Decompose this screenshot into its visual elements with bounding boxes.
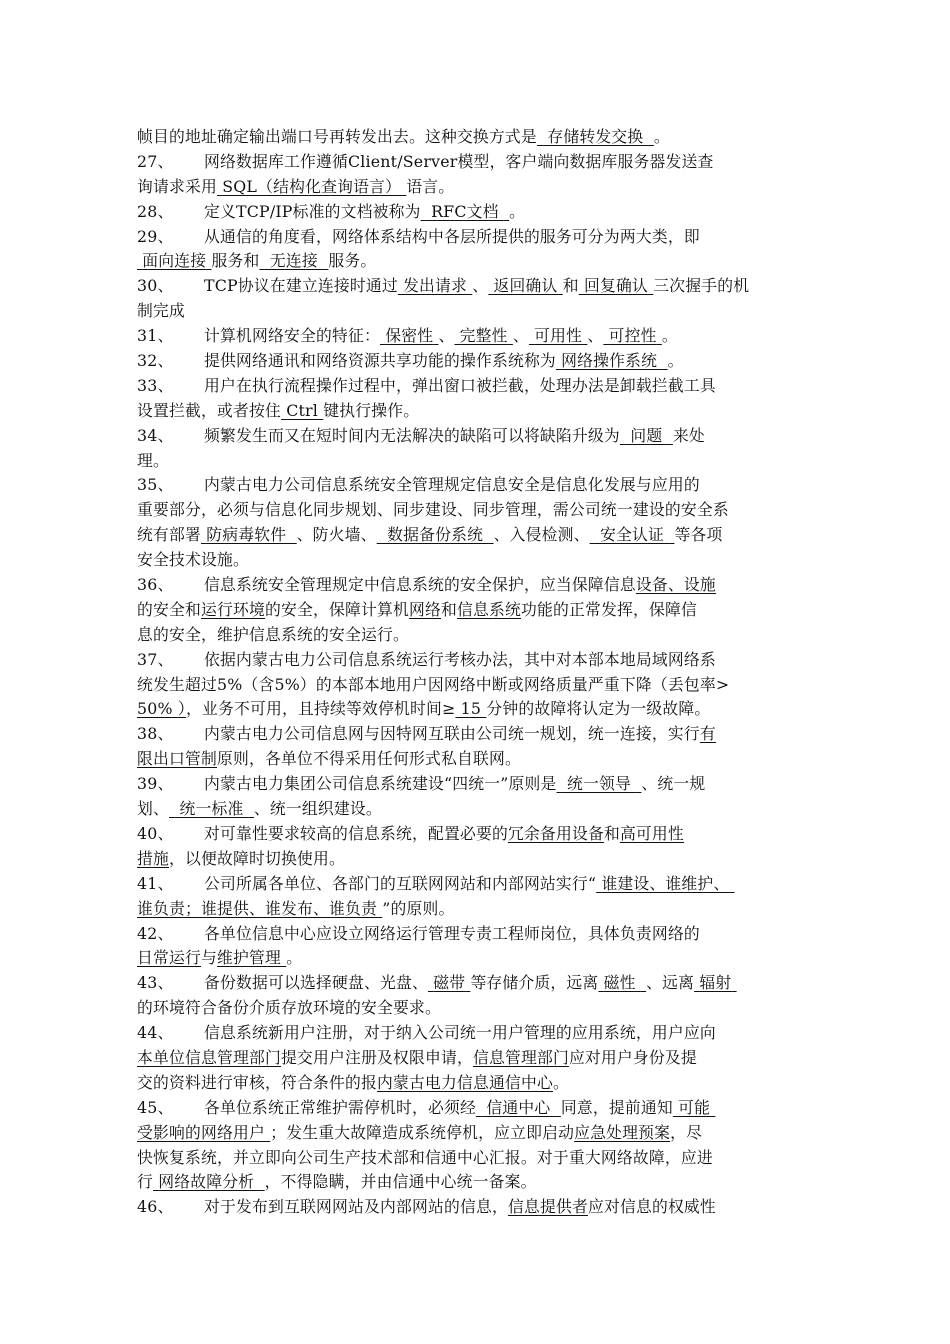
text-run: 息的安全，维护信息系统的安全运行。	[137, 624, 409, 644]
text-line	[137, 1170, 817, 1195]
item-number: 38、	[137, 724, 174, 744]
text-run: 依据内蒙古电力公司信息系统运行考核办法，其中对本部本地局域网络系	[204, 649, 716, 669]
text-run: 、统一组织建设。	[253, 799, 382, 819]
fill-in-answer: 面向连接	[142, 251, 207, 271]
fill-in-answer: 谁负责；谁提供、谁发布、谁负责	[137, 898, 383, 918]
text-run: 、	[512, 326, 529, 346]
item-number: 43、	[137, 973, 174, 993]
text-run: 和	[440, 599, 457, 619]
text-run: 公司所属各单位、各部门的互联网网站和内部网站实行“	[204, 873, 597, 893]
fill-in-answer: 15	[455, 699, 487, 719]
fill-in-answer: 回复确认	[584, 276, 648, 296]
text-run: 、入侵检测、	[493, 525, 590, 545]
text-run: 三次握手的机	[653, 276, 750, 296]
fill-in-answer: 设备、设施	[635, 575, 716, 595]
text-line	[137, 498, 817, 523]
text-run: 重要部分，必须与信息化同步规划、同步建设、同步管理，需公司统一建设的安全系	[137, 500, 729, 520]
text-run: 的安全，保障计算机	[265, 599, 409, 619]
text-line	[137, 1071, 817, 1096]
item-number: 34、	[137, 425, 174, 445]
text-run: ，以便故障时切换使用。	[169, 848, 345, 868]
text-run: ；发生重大故障造成系统停机，应立即启动	[270, 1122, 575, 1142]
item-number: 39、	[137, 774, 174, 794]
text-run: 安全技术设施。	[137, 550, 249, 570]
text-run: 功能的正常发挥，保障信	[520, 599, 697, 619]
text-run: 的环境符合备份介质存放环境的安全要求。	[137, 998, 441, 1018]
text-run: 。	[653, 127, 670, 146]
fill-in-answer: 信息提供者	[507, 1197, 588, 1217]
text-run: 原则，各单位不得采用任何形式私自联网。	[217, 749, 521, 769]
fill-in-answer: 网络操作系统	[561, 351, 663, 371]
text-line	[137, 996, 817, 1021]
text-run: TCP协议在建立连接时通过	[204, 276, 398, 296]
text-line	[137, 125, 817, 150]
fill-in-answer: 辐射	[699, 973, 732, 993]
text-line	[137, 971, 817, 996]
text-run: 询请求采用	[137, 176, 217, 196]
text-run: 用户在执行流程操作过程中，弹出窗口被拦截，处理办法是卸载拦截工具	[204, 375, 716, 395]
text-run: 分钟的故障将认定为一级故障。	[486, 699, 711, 719]
text-line	[137, 200, 817, 225]
item-number: 45、	[137, 1097, 174, 1117]
text-line	[137, 897, 817, 922]
text-line	[137, 424, 817, 449]
item-number: 28、	[137, 201, 174, 221]
text-line	[137, 349, 817, 374]
text-line	[137, 1021, 817, 1046]
text-line	[137, 324, 817, 349]
text-run: 键执行操作。	[323, 400, 420, 420]
fill-in-answer: 安全认证	[594, 525, 670, 545]
fill-in-answer: 返回确认	[493, 276, 558, 296]
text-run: ，尽	[670, 1122, 703, 1142]
fill-in-answer: 可控性	[608, 326, 657, 346]
text-run: 备份数据可以选择硬盘、光盘、	[204, 973, 428, 993]
text-line	[137, 573, 817, 598]
text-run: 统发生超过5%（含5%）的本部本地用户因网络中断或网络质量严重下降（丢包率>	[137, 674, 730, 694]
text-run: 。	[667, 351, 684, 371]
text-line	[137, 274, 817, 299]
fill-in-answer: 运行环境	[201, 599, 265, 619]
fill-in-answer: 谁建设、谁维护、	[601, 873, 730, 893]
text-run: 信息系统新用户注册，对于纳入公司统一用户管理的应用系统，用户应向	[204, 1023, 716, 1043]
fill-in-answer: 完整性	[459, 326, 508, 346]
text-run: 。	[286, 948, 303, 968]
text-run: 计算机网络安全的特征：	[204, 326, 380, 346]
text-line	[137, 299, 817, 324]
text-line	[137, 797, 817, 822]
text-line	[137, 225, 817, 250]
fill-in-answer: 信息系统	[456, 599, 521, 619]
fill-in-answer: 统一领导	[561, 774, 637, 794]
fill-in-answer: 保密性	[385, 326, 434, 346]
item-number: 46、	[137, 1197, 174, 1217]
fill-in-answer: 磁性	[603, 973, 641, 993]
text-run: 和	[603, 823, 620, 843]
text-line	[137, 623, 817, 648]
fill-in-answer: 存储转发交换	[542, 127, 649, 146]
fill-in-answer: Ctrl	[286, 400, 319, 420]
fill-in-answer: 受影响的网络用户	[137, 1122, 271, 1142]
text-run: 和	[562, 276, 579, 296]
text-run: 各单位系统正常维护需停机时，必须经	[204, 1097, 476, 1117]
fill-in-answer: 信通中心	[481, 1097, 556, 1117]
text-run: ，不得隐瞒，并由信通中心统一备案。	[264, 1172, 537, 1192]
fill-in-answer: 措施	[137, 848, 169, 868]
text-run: 各单位信息中心应设立网络运行管理专责工程师岗位，具体负责网络的	[204, 923, 700, 943]
text-line	[137, 872, 817, 897]
fill-in-answer: 防病毒软件	[206, 525, 292, 545]
text-run: 提供网络通讯和网络资源共享功能的操作系统称为	[204, 351, 556, 371]
text-line	[137, 449, 817, 474]
text-line	[137, 1046, 817, 1071]
document-body	[137, 125, 817, 1220]
text-run: 频繁发生而又在短时间内无法解决的缺陷可以将缺陷升级为	[204, 425, 620, 445]
text-run: 应对信息的权威性	[587, 1197, 716, 1217]
text-line	[137, 946, 817, 971]
text-line	[137, 150, 817, 175]
item-number: 33、	[137, 375, 174, 395]
text-line	[137, 1146, 817, 1171]
text-run: 快恢复系统，并立即向公司生产技术部和信通中心汇报。对于重大网络故障，应进	[137, 1147, 713, 1167]
text-run: 对于发布到互联网网站及内部网站的信息，	[204, 1197, 508, 1217]
text-run: 与	[201, 948, 217, 968]
fill-in-answer: 网络	[408, 599, 441, 619]
text-run: 统有部署	[137, 525, 201, 545]
item-number: 30、	[137, 276, 174, 296]
fill-in-answer: 本单位信息管理部门	[137, 1047, 281, 1067]
text-line	[137, 598, 817, 623]
fill-in-answer: 数据备份系统	[381, 525, 489, 545]
text-line	[137, 1096, 817, 1121]
text-run: 制完成	[137, 301, 185, 321]
text-run: 等各项	[674, 525, 723, 545]
text-line	[137, 922, 817, 947]
fill-in-answer: 可能	[678, 1097, 711, 1117]
item-number: 27、	[137, 151, 174, 171]
text-line	[137, 1121, 817, 1146]
text-run: 信息系统安全管理规定中信息系统的安全保护，应当保障信息	[204, 575, 636, 595]
text-run: 服务。	[328, 251, 377, 271]
item-number: 44、	[137, 1023, 174, 1043]
item-number: 36、	[137, 575, 174, 595]
text-run: 、	[438, 326, 455, 346]
text-run: 等存储介质，远离	[470, 973, 599, 993]
text-line	[137, 249, 817, 274]
fill-in-answer: 应急处理预案	[574, 1122, 671, 1142]
fill-in-answer: 统一标准	[174, 799, 249, 819]
text-line	[137, 673, 817, 698]
text-run: 网络数据库工作遵循Client/Server模型，客户端向数据库服务器发送查	[204, 151, 714, 171]
text-line	[137, 822, 817, 847]
text-line	[137, 722, 817, 747]
text-run: 、远离	[646, 973, 695, 993]
text-run: 设置拦截，或者按住	[137, 400, 281, 420]
text-line	[137, 697, 817, 722]
item-number: 35、	[137, 475, 174, 495]
text-line	[137, 399, 817, 424]
text-line	[137, 175, 817, 200]
text-run: 。	[509, 201, 526, 221]
item-number: 40、	[137, 823, 174, 843]
text-line	[137, 648, 817, 673]
text-run: 定义TCP/IP标准的文档被称为	[204, 201, 421, 221]
item-number: 41、	[137, 873, 174, 893]
fill-in-answer: 内蒙古电力信息通信中心	[376, 1072, 553, 1092]
item-number: 29、	[137, 226, 174, 246]
fill-in-answer: 信息管理部门	[472, 1047, 569, 1067]
text-run: 帧目的地址确定输出端口号再转发出去。这种交换方式是	[137, 127, 537, 146]
fill-in-answer: RFC文档	[425, 201, 504, 221]
text-line	[137, 772, 817, 797]
text-run: 对可靠性要求较高的信息系统，配置必要的	[204, 823, 508, 843]
fill-in-answer: 发出请求	[403, 276, 468, 296]
text-run: 。	[661, 326, 678, 346]
text-run: 内蒙古电力公司信息网与因特网互联由公司统一规划，统一连接，实行	[204, 724, 700, 744]
fill-in-answer: 日常运行	[137, 948, 201, 968]
fill-in-answer: 有	[699, 724, 716, 744]
text-run: 。	[552, 1072, 569, 1092]
text-run: 理。	[137, 450, 169, 470]
text-line	[137, 548, 817, 573]
item-number: 32、	[137, 351, 174, 371]
item-number: 31、	[137, 326, 174, 346]
text-run: 服务和	[211, 251, 260, 271]
text-run: 来处	[672, 425, 705, 445]
fill-in-answer: 50% ）	[137, 699, 187, 719]
text-run: 同意，提前通知	[560, 1097, 673, 1117]
text-run: 从通信的角度看，网络体系结构中各层所提供的服务可分为两大类，即	[204, 226, 700, 246]
text-line	[137, 747, 817, 772]
fill-in-answer: 问题	[625, 425, 668, 445]
fill-in-answer: 维护管理	[217, 948, 287, 968]
text-run: 行	[137, 1172, 153, 1192]
text-line	[137, 847, 817, 872]
text-line	[137, 523, 817, 548]
fill-in-answer: 冗余备用设备	[507, 823, 604, 843]
text-run: 、统一规	[641, 774, 706, 794]
fill-in-answer: 磁带	[433, 973, 466, 993]
text-line	[137, 1195, 817, 1220]
text-run: 内蒙古电力公司信息系统安全管理规定信息安全是信息化发展与应用的	[204, 475, 700, 495]
text-run: 、防火墙、	[296, 525, 377, 545]
text-run: 提交用户注册及权限申请，	[280, 1047, 473, 1067]
text-run: 的安全和	[137, 599, 201, 619]
fill-in-answer: 可用性	[534, 326, 583, 346]
text-run: 语言。	[406, 176, 455, 196]
text-line	[137, 473, 817, 498]
text-run: 应对用户身份及提	[568, 1047, 697, 1067]
fill-in-answer: 网络故障分析	[158, 1172, 260, 1192]
text-run: 交的资料进行审核，符合条件的报	[137, 1072, 377, 1092]
fill-in-answer: SQL（结构化查询语言）	[222, 176, 402, 196]
text-line	[137, 374, 817, 399]
fill-in-answer: 无连接	[264, 251, 324, 271]
text-run: 内蒙古电力集团公司信息系统建设“四统一”原则是	[204, 774, 557, 794]
fill-in-answer: 限出口管制	[137, 749, 217, 769]
text-run: 划、	[137, 799, 169, 819]
text-run: ”的原则。	[382, 898, 455, 918]
text-run: 、	[472, 276, 489, 296]
item-number: 37、	[137, 649, 174, 669]
text-run: 、	[587, 326, 604, 346]
text-run: ，业务不可用，且持续等效停机时间≥	[186, 699, 456, 719]
item-number: 42、	[137, 923, 174, 943]
fill-in-answer: 高可用性	[619, 823, 684, 843]
